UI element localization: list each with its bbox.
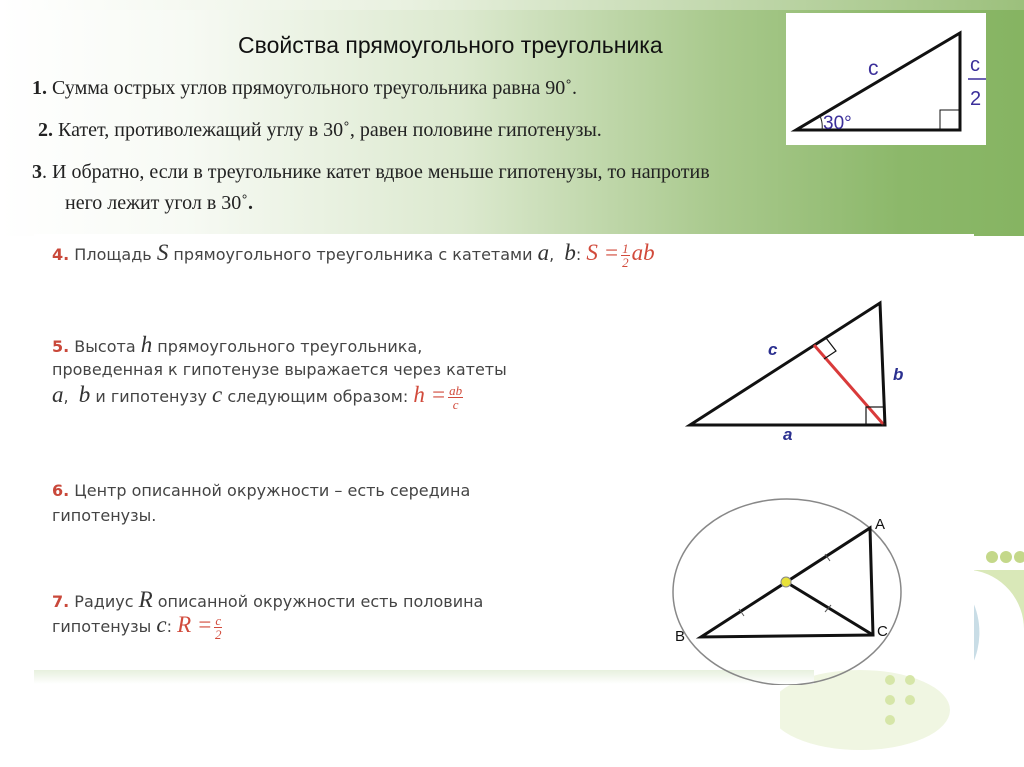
item-7-line-1: [52, 587, 483, 614]
item-5-text2: прямоугольного треугольника,: [152, 337, 423, 356]
circle-center-point: [781, 577, 791, 587]
item-7-formula-lhs: R =: [177, 612, 213, 637]
item-7-var-c: c: [156, 612, 167, 637]
decor-dot-2: [1000, 551, 1012, 563]
property-1: [32, 76, 577, 100]
label-vertex-c: C: [877, 623, 888, 640]
item-5-var-h: h: [140, 332, 153, 357]
item-7-text2: описанной окружности есть половина: [152, 592, 484, 611]
label-vertex-a: A: [875, 516, 886, 533]
item-5-number: 5.: [52, 337, 70, 356]
item-4: [52, 240, 655, 269]
property-2: [38, 118, 602, 142]
item-7-number: 7.: [52, 592, 70, 611]
height-line: [814, 345, 884, 425]
property-3: [32, 160, 710, 184]
diagram-3-circumscribed-circle: [665, 485, 925, 685]
item-5-frac-bottom: c: [452, 397, 459, 412]
item-4-formula-lhs: S =: [586, 240, 620, 265]
median-line: [786, 582, 873, 635]
item-5-comma: ,: [63, 387, 69, 406]
item-4-fraction: [621, 242, 630, 269]
item-6-line-2: гипотенузы.: [52, 506, 157, 525]
decor-dot-3: [1014, 551, 1024, 563]
label-c: c: [768, 340, 778, 359]
item-4-var-s: S: [156, 240, 169, 265]
item-5-fraction: [448, 384, 463, 411]
property-1-text: Сумма острых углов прямоугольного треугольника равна 90˚.: [47, 77, 577, 99]
property-3-continuation: [65, 191, 253, 215]
decor-dot-1: [986, 551, 998, 563]
item-7-frac-top: c: [215, 613, 222, 628]
page-title: Свойства прямоугольного треугольника: [238, 32, 663, 58]
property-3-cont-text: него лежит угол в 30˚: [65, 192, 248, 214]
item-5-var-b: b: [78, 382, 91, 407]
item-5-frac-top: ab: [449, 383, 463, 398]
item-4-var-b: b: [564, 240, 576, 265]
header-top-strip: [0, 0, 1024, 10]
triangle-1: [796, 33, 960, 130]
property-1-number: 1.: [32, 77, 47, 99]
item-5-var-a: a: [52, 382, 64, 407]
property-3-text: . И обратно, если в треугольнике катет вдвое меньше гипотенузы, то напротив: [42, 161, 710, 183]
property-3-number: 3: [32, 161, 42, 183]
item-5-var-c: c: [212, 382, 223, 407]
item-5-line-2: проведенная к гипотенузе выражается через катеты: [52, 360, 507, 379]
item-4-frac-bottom: 2: [622, 255, 629, 270]
label-b: b: [893, 365, 904, 384]
diagram-1-triangle-30: [786, 13, 996, 148]
item-7-colon: :: [166, 617, 172, 636]
item-7-line-2: [52, 612, 224, 641]
right-angle-mark-2a: [824, 338, 836, 359]
item-7-fraction: [214, 614, 222, 641]
property-2-text: Катет, противолежащий углу в 30˚, равен половине гипотенузы.: [53, 119, 602, 141]
item-4-text2: прямоугольного треугольника с катетами: [168, 245, 538, 264]
decor-dot-8: [905, 695, 915, 705]
item-6-line-1: [52, 478, 470, 503]
item-5-text1: Высота: [69, 337, 141, 356]
item-4-comma: ,: [549, 245, 555, 264]
label-leg-2: 2: [970, 88, 982, 110]
decor-quarter-circle-yellow: [972, 570, 1024, 630]
item-4-colon: :: [575, 245, 582, 264]
angle-arc-1: [820, 116, 822, 130]
label-a: a: [783, 425, 793, 444]
item-7-text3: гипотенузы: [52, 617, 157, 636]
item-6-number: 6.: [52, 481, 70, 500]
item-4-frac-top: 1: [622, 241, 629, 256]
item-5-line-3: [52, 382, 465, 411]
decor-dot-5: [885, 695, 895, 705]
label-vertex-b: B: [675, 628, 686, 645]
item-4-text1: Площадь: [69, 245, 157, 264]
circumcircle: [673, 499, 901, 685]
label-hyp-c: c: [868, 57, 879, 80]
property-2-number: 2.: [38, 119, 53, 141]
item-4-number: 4.: [52, 245, 70, 264]
label-angle-30: 30°: [823, 113, 852, 134]
triangle-2: [690, 303, 885, 425]
item-5-text4: следующим образом:: [222, 387, 409, 406]
item-7-frac-bottom: 2: [215, 627, 222, 642]
item-4-var-a: a: [537, 240, 550, 265]
item-5-text3: и гипотенузу: [90, 387, 213, 406]
item-5-line-1: [52, 332, 422, 359]
property-3-end: .: [247, 192, 253, 214]
item-5-formula-lhs: h =: [413, 382, 447, 407]
label-leg-c: c: [970, 54, 980, 76]
item-4-formula-rhs: ab: [631, 240, 655, 265]
decor-dot-6: [885, 715, 895, 725]
item-6-text1: Центр описанной окружности – есть середина: [69, 481, 471, 500]
item-7-var-r: R: [138, 587, 153, 612]
diagram-2-height-triangle: [680, 295, 920, 445]
right-angle-mark-1: [940, 110, 960, 130]
item-7-text1: Радиус: [69, 592, 139, 611]
